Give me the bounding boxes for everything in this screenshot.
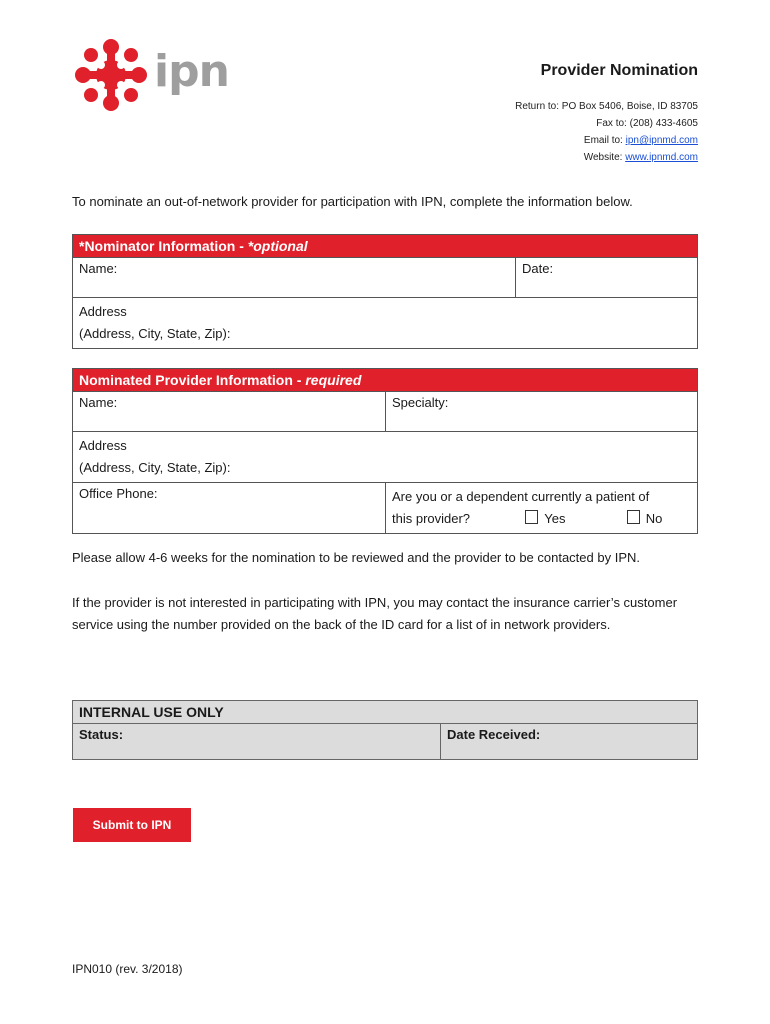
contact-info xyxy=(515,98,698,166)
carrier-note: If the provider is not interested in participating with IPN, you may contact the insurance carrier’s customer service using the number provided on the back of the ID card for a list of in network providers. xyxy=(72,595,678,632)
nominator-address-label: Address xyxy=(79,304,127,319)
patient-question-cell xyxy=(386,483,698,534)
no-label: No xyxy=(645,511,663,526)
provider-heading-text: Nominated Provider Information - xyxy=(79,372,306,388)
nominator-address-hint: (Address, City, State, Zip): xyxy=(79,326,231,341)
nominator-heading-tag: *optional xyxy=(247,238,308,254)
internal-date-field xyxy=(441,724,698,760)
website-label: Website: xyxy=(583,152,626,163)
provider-specialty-label: Specialty: xyxy=(392,395,449,410)
no-checkbox[interactable] xyxy=(627,510,640,524)
nominator-address-field[interactable] xyxy=(73,298,698,349)
internal-status-label: Status: xyxy=(79,727,124,742)
nominator-date-field[interactable] xyxy=(516,258,698,298)
provider-table xyxy=(72,368,698,534)
nominator-table xyxy=(72,234,698,349)
intro-text: To nominate an out-of-network provider for participation with IPN, complete the information below. xyxy=(72,194,633,209)
website-line xyxy=(515,149,698,166)
provider-phone-field[interactable] xyxy=(73,483,386,534)
internal-heading: INTERNAL USE ONLY xyxy=(73,701,698,724)
provider-heading-tag: required xyxy=(305,372,362,388)
email-line xyxy=(515,132,698,149)
patient-question-line-2 xyxy=(392,508,691,530)
nominator-name-field[interactable] xyxy=(73,258,516,298)
logo-wordmark: ipn xyxy=(154,46,229,97)
ipn-logo-icon xyxy=(74,38,148,112)
review-note: Please allow 4-6 weeks for the nomination to be reviewed and the provider to be contacted by IPN. xyxy=(72,550,640,565)
email-link[interactable]: ipn@ipnmd.com xyxy=(625,135,698,146)
provider-name-label: Name: xyxy=(79,395,118,410)
yes-label: Yes xyxy=(544,511,566,526)
internal-date-label: Date Received: xyxy=(447,727,541,742)
provider-specialty-field[interactable] xyxy=(386,392,698,432)
provider-section-heading xyxy=(73,369,698,392)
provider-name-field[interactable] xyxy=(73,392,386,432)
header-block xyxy=(515,62,698,166)
fax-number: Fax to: (208) 433-4605 xyxy=(596,118,698,129)
nominator-section-heading xyxy=(73,235,698,258)
nominator-date-label: Date: xyxy=(522,261,554,276)
form-revision: IPN010 (rev. 3/2018) xyxy=(72,962,183,976)
provider-address-hint: (Address, City, State, Zip): xyxy=(79,460,231,475)
yes-checkbox[interactable] xyxy=(525,510,538,524)
provider-address-label: Address xyxy=(79,438,127,453)
patient-question-text: this provider? xyxy=(392,511,471,526)
provider-phone-label: Office Phone: xyxy=(79,486,158,501)
provider-address-field[interactable] xyxy=(73,432,698,483)
nominator-heading-text: *Nominator Information - xyxy=(79,238,248,254)
internal-status-field xyxy=(73,724,441,760)
ipn-logo xyxy=(74,38,229,112)
submit-button[interactable]: Submit to IPN xyxy=(73,808,191,842)
nominator-name-label: Name: xyxy=(79,261,118,276)
email-label: Email to: xyxy=(583,135,626,146)
return-address: Return to: PO Box 5406, Boise, ID 83705 xyxy=(515,101,698,112)
page-title: Provider Nomination xyxy=(540,62,698,79)
internal-use-table xyxy=(72,700,698,760)
website-link[interactable]: www.ipnmd.com xyxy=(625,152,698,163)
patient-question-line-1: Are you or a dependent currently a patient of xyxy=(392,489,650,504)
